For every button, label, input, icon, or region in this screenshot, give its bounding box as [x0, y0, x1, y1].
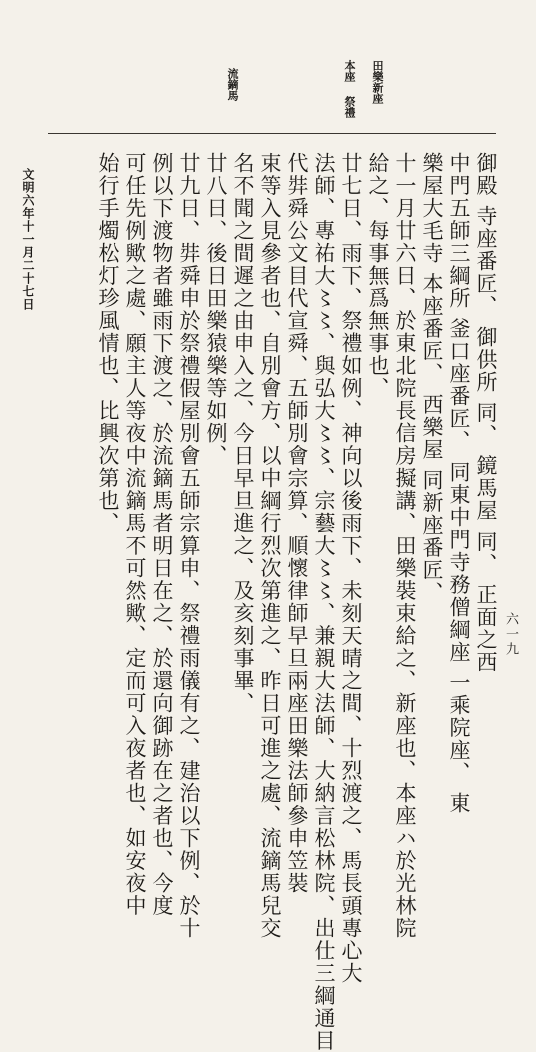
text-column: 十一月廿六日、於東北院長信房擬講、田樂裝束給之、新座也、本座ハ於光林院 — [393, 152, 417, 940]
text-column: 可任先例歟之處、願主人等夜中流鏑馬不可然歟、定而可入夜者也、如安夜中 — [123, 152, 147, 917]
text-column: 樂屋大毛寺 本座番匠、 西樂屋 同新座番匠、 — [420, 152, 444, 605]
text-column: 法師、專祐大〻〻、與弘大〻〻、宗藝大〻〻、兼親大法師、大納言松林院、出仕三綱通目 — [312, 152, 336, 1052]
text-column: 給之、每事無爲無事也、 — [366, 152, 390, 400]
margin-note-honza: 本座 — [343, 60, 356, 82]
text-column: 代弉舜公文目代宣舜、五師別會宗算、順懷律師早旦兩座田樂法師參申笠裝 — [285, 152, 309, 895]
page-number: 六一九 — [503, 612, 518, 657]
margin-rule — [48, 133, 496, 134]
text-column: 名不聞之間遲之由申入之、今日早旦進之、及亥刻事畢、 — [231, 152, 255, 715]
text-column: 廿八日、後日田樂猿樂等如例、 — [204, 152, 228, 467]
text-column: 廿七日、雨下、祭禮如例、神向以後雨下、未刻天晴之間、十烈渡之、馬長頭專心大 — [339, 152, 363, 985]
margin-note-ryuteki: 流鏑馬 — [226, 68, 239, 101]
text-column: 中門五師三綱所 釜口座番匠、 同東中門寺務僧綱座 一乘院座、 東 — [447, 152, 471, 815]
margin-note-sairei: 祭禮 — [343, 96, 356, 118]
text-column: 例以下渡物者雖雨下渡之、於流鏑馬者明日在之、於還向御跡在之者也、今度 — [150, 152, 174, 917]
text-column: 束等入見參者也、自別會方、以中綱行烈次第進之、昨日可進之處、流鏑馬兒交 — [258, 152, 282, 940]
text-column: 廿九日、弉舜申於祭禮假屋別會五師宗算申、祭禮雨儀有之、建治以下例、於十 — [177, 152, 201, 940]
margin-note-dengaku: 田樂新座 — [371, 60, 384, 104]
text-column: 御殿 寺座番匠、 御供所 同、 鏡馬屋 同、 正面之西 — [474, 152, 498, 674]
running-header: 文明六年十一月二十七日 — [21, 168, 35, 311]
text-column: 始行手燭松灯珍風情也、比興次第也、 — [96, 152, 120, 535]
